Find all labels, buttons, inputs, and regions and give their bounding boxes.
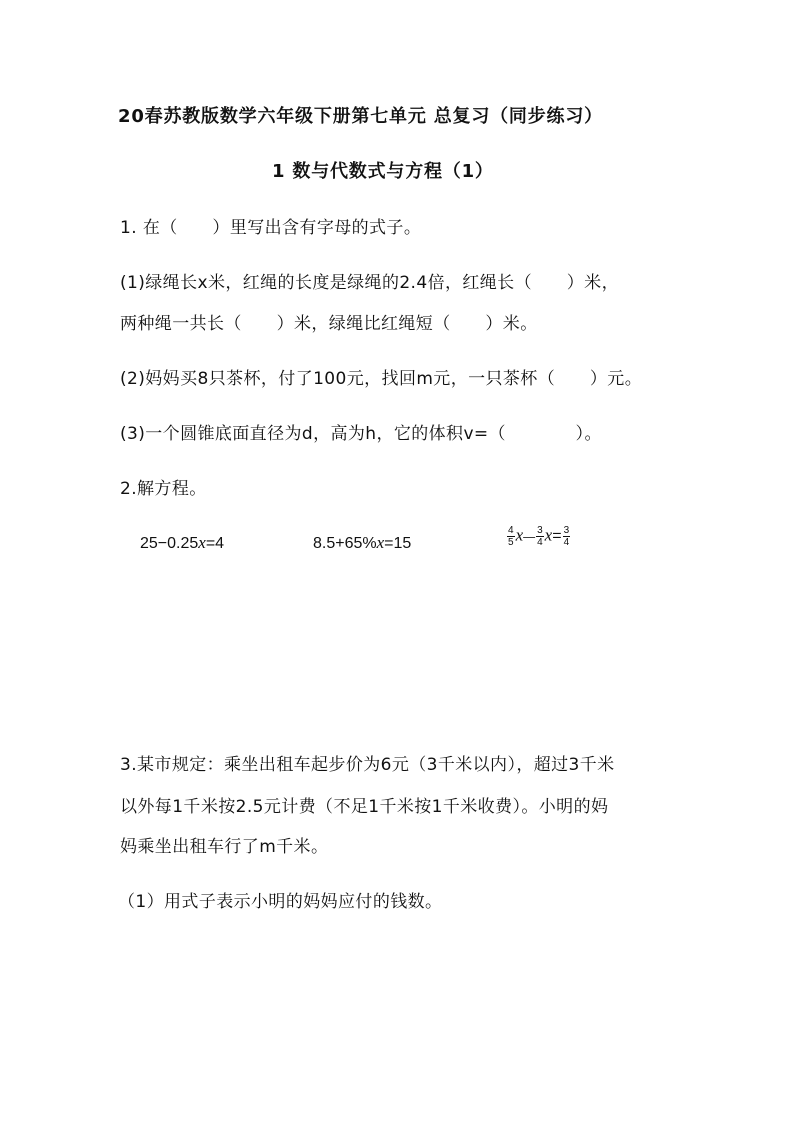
fraction-three-quarters-2: $\frac{3}{4}$ (563, 525, 570, 548)
equation-1-variable: x (198, 533, 206, 552)
equation-3-equals: = (552, 527, 562, 545)
equation-1 (140, 533, 224, 553)
equation-1-right: =4 (205, 535, 225, 552)
equation-2-right: =15 (384, 535, 412, 552)
question-3-sub-1: （1）用式子表示小明的妈妈应付的钱数。 (118, 892, 443, 912)
fraction-four-fifths: $\frac{4}{5}$ (508, 525, 514, 548)
page-title: 20春苏教版数学六年级下册第七单元 总复习（同步练习） (118, 106, 603, 127)
question-1-part-3: (3)一个圆锥底面直径为d，高为h，它的体积v=（ ）。 (120, 424, 602, 444)
question-2-heading: 2.解方程。 (120, 479, 207, 499)
question-1-part-1-line-2: 两种绳一共长（ ）米，绿绳比红绳短（ ）米。 (120, 314, 538, 334)
question-1-part-1-line-1: (1)绿绳长x米，红绳的长度是绿绳的2.4倍，红绳长（ ）米， (120, 273, 619, 293)
equation-3 (506, 525, 571, 548)
equation-3-variable-1: x (515, 525, 524, 545)
question-3-line-3: 妈乘坐出租车行了m千米。 (120, 837, 329, 857)
equation-3-minus: — (523, 529, 536, 544)
equation-2-left: 8.5+65% (313, 535, 377, 552)
fraction-three-quarters-1: $\frac{3}{4}$ (537, 525, 543, 548)
equation-3-variable-2: x (544, 525, 553, 545)
section-subtitle: 1 数与代数式与方程（1） (272, 161, 494, 182)
equation-1-left: 25−0.25 (140, 535, 199, 552)
question-1-heading: 1. 在（ ）里写出含有字母的式子。 (120, 218, 422, 238)
question-3-line-1: 3.某市规定：乘坐出租车起步价为6元（3千米以内），超过3千米 (120, 755, 615, 775)
question-1-part-2: (2)妈妈买8只茶杯，付了100元，找回m元，一只茶杯（ ）元。 (120, 369, 643, 389)
question-3-line-2: 以外每1千米按2.5元计费（不足1千米按1千米收费）。小明的妈 (120, 797, 609, 817)
equation-2-variable: x (376, 533, 385, 552)
equation-2 (313, 533, 411, 553)
